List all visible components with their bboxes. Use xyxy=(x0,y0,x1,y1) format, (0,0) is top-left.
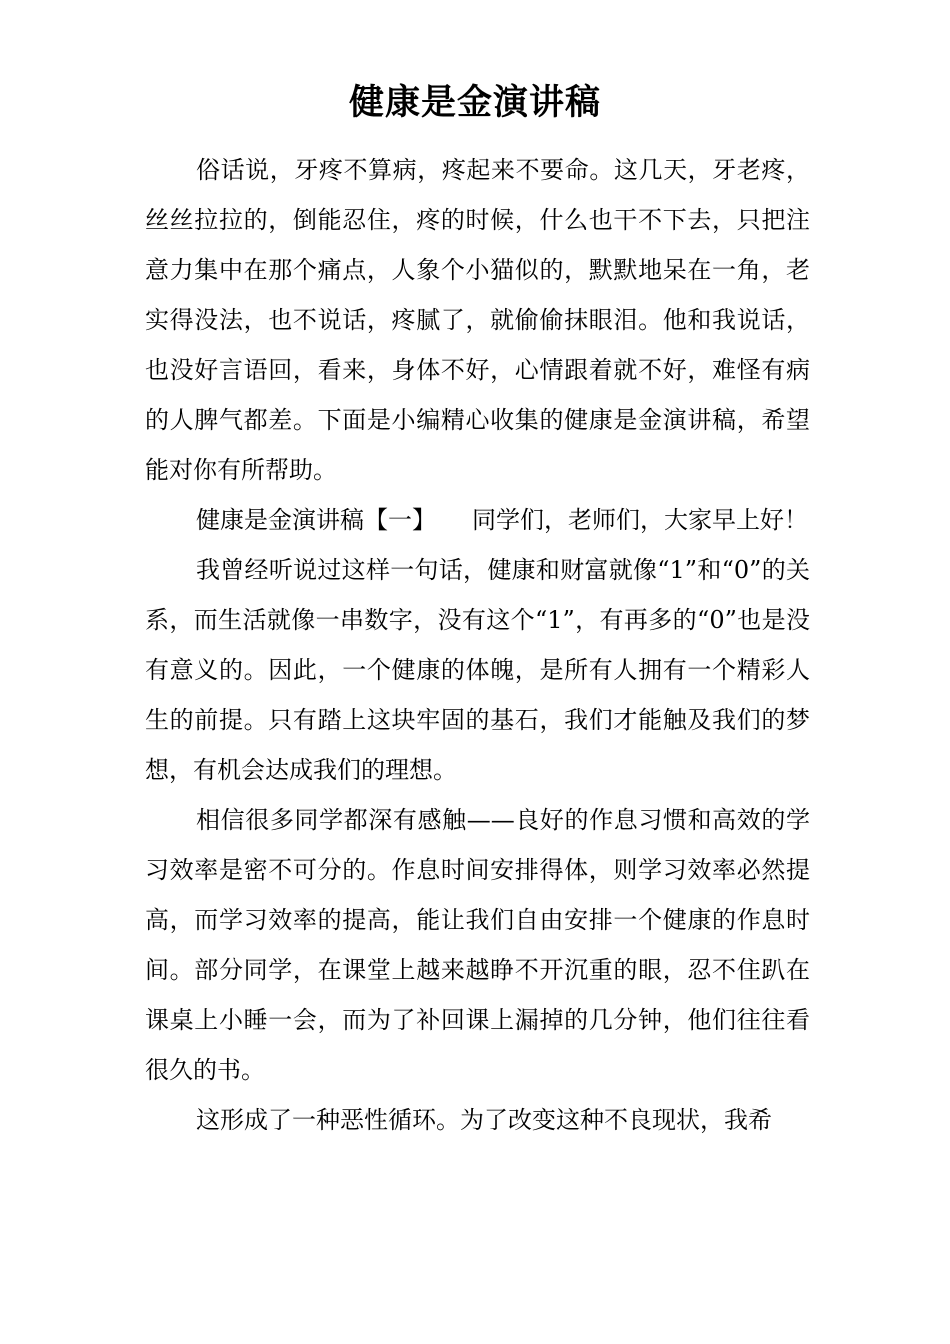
document-title: 健康是金演讲稿 xyxy=(348,82,601,123)
paragraph-routine: 相信很多同学都深有感触——良好的作息习惯和高效的学习效率是密不可分的。作息时间安排得体，则学习效率必然提高，而学习效率的提高，能让我们自由安排一个健康的作息时间。部分同学，在课堂上越来越睁不开沉重的眼，忍不住趴在课桌上小睡一会，而为了补回课上漏掉的几分钟，他们往往看很久的书。 xyxy=(145,806,810,1084)
paragraph-intro: 俗话说，牙疼不算病，疼起来不要命。这几天，牙老疼，丝丝拉拉的，倒能忍住，疼的时候，什么也干不下去，只把注意力集中在那个痛点，人象个小猫似的，默默地呆在一角，老实得没法，也不说话，疼腻了，就偷偷抹眼泪。他和我说话，也没好言语回，看来，身体不好，心情跟着就不好，难怪有病的人脾气都差。下面是小编精心收集的健康是金演讲稿，希望能对你有所帮助。 xyxy=(145,156,810,484)
paragraph-cycle: 这形成了一种恶性循环。为了改变这种不良现状，我希 xyxy=(196,1106,772,1134)
document-body xyxy=(145,145,810,1145)
paragraph-health-wealth: 我曾经听说过这样一句话，健康和财富就像“1”和“0”的关系，而生活就像一串数字，没有这个“1”，有再多的“0”也是没有意义的。因此，一个健康的体魄，是所有人拥有一个精彩人生的前提。只有踏上这块牢固的基石，我们才能触及我们的梦想，有机会达成我们的理想。 xyxy=(145,556,810,784)
paragraph-speech-heading: 健康是金演讲稿【一】 同学们，老师们，大家早上好！ xyxy=(196,506,808,534)
